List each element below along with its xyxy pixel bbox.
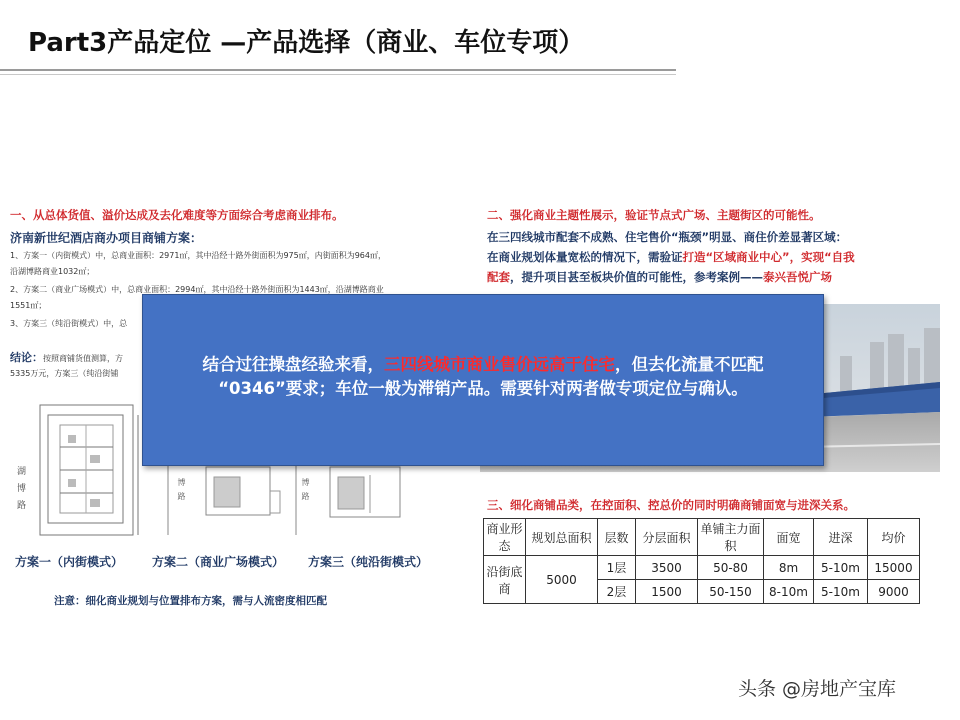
table-cell: 1层: [598, 556, 636, 580]
table-cell: 15000: [868, 556, 920, 580]
planning-note: 注意：细化商业规划与位置排布方案，需与人流密度相匹配: [54, 595, 327, 607]
table-header: 面宽: [764, 519, 814, 556]
table-header: 分层面积: [636, 519, 698, 556]
right-heading: 二、强化商业主题性展示，验证节点式广场、主题街区的可能性。: [487, 208, 821, 222]
table-header: 商业形态: [484, 519, 526, 556]
table-cell: 2层: [598, 580, 636, 604]
plan-label: 方案三（纯沿街模式）: [308, 555, 429, 569]
table-cell: 9000: [868, 580, 920, 604]
table-header: 均价: [868, 519, 920, 556]
shop-spec-table: [483, 518, 920, 604]
table-cell: 1500: [636, 580, 698, 604]
conclusion: [10, 349, 123, 365]
banner-highlight: 三四线城市商业售价远高于住宅: [384, 355, 615, 374]
plan-label: 方案二（商业广场模式）: [152, 555, 285, 569]
table-cell: 3500: [636, 556, 698, 580]
plan-detail-line: 1、方案一（内街模式）中，总商业面积：2971㎡，其中沿经十路外街面积为975㎡，内街面积为964㎡，: [10, 251, 386, 260]
road-label: 博路: [301, 478, 310, 506]
title-divider: [0, 69, 676, 71]
table-header: 层数: [598, 519, 636, 556]
paragraph-text: 在商业规划体量宽松的情况下，需验证: [487, 250, 683, 264]
banner-line-2: “0346”要求；车位一般为滞销产品。需要针对两者做专项定位与确认。: [218, 379, 748, 398]
paragraph-highlight: 打造“区域商业中心”，实现“自我: [682, 250, 855, 264]
right-paragraph: [487, 249, 855, 265]
project-title: 济南新世纪酒店商办项目商铺方案：: [10, 231, 203, 245]
table-cell: 50-80: [698, 556, 764, 580]
right-paragraph: 在三四线城市配套不成熟、住宅售价“瓶颈”明显、商住价差显著区域：: [487, 230, 848, 244]
right-heading-3: 三、细化商铺品类，在控面积、控总价的同时明确商铺面宽与进深关系。: [487, 498, 855, 512]
banner-line-1: [143, 353, 823, 377]
plan-detail-line: 3、方案三（纯沿街模式）中，总: [10, 319, 128, 328]
case-reference: 泰兴吾悦广场: [763, 270, 832, 284]
table-cell: 50-150: [698, 580, 764, 604]
summary-banner: [142, 294, 824, 466]
table-row: [484, 556, 920, 580]
road-label: 博路: [177, 478, 186, 506]
conclusion-label: 结论：: [10, 351, 43, 364]
banner-text-part: ，但去化流量不匹配: [615, 355, 764, 374]
table-header-row: [484, 519, 920, 556]
plan-label: 方案一（内街模式）: [15, 555, 124, 569]
table-cell: 8m: [764, 556, 814, 580]
table-header: 单铺主力面积: [698, 519, 764, 556]
left-heading: 一、从总体货值、溢价达成及去化难度等方面综合考虑商业排布。: [10, 208, 344, 222]
paragraph-text: ，提升项目甚至板块价值的可能性，参考案例——: [510, 270, 763, 284]
table-cell-form: 沿街底商: [484, 556, 526, 604]
plan-detail-line: 沿湖博路商业1032㎡；: [10, 267, 95, 276]
conclusion-text: 按照商铺货值测算，方: [43, 354, 123, 363]
banner-text-part: 结合过往操盘经验来看，: [202, 355, 384, 374]
table-cell: 5-10m: [814, 580, 868, 604]
road-label: 湖博路: [15, 466, 25, 517]
conclusion-line2: 5335万元，方案三（纯沿街铺: [10, 369, 119, 378]
right-paragraph: [487, 269, 832, 285]
plan-three-drawing: [296, 465, 400, 535]
plan-detail-line: 1551㎡；: [10, 301, 47, 310]
watermark: 头条 @房地产宝库: [738, 678, 897, 700]
table-cell: 8-10m: [764, 580, 814, 604]
table-header: 规划总面积: [526, 519, 598, 556]
title-divider-thin: [0, 74, 676, 75]
paragraph-highlight: 配套: [487, 270, 510, 284]
table-header: 进深: [814, 519, 868, 556]
table-cell: 5-10m: [814, 556, 868, 580]
banner-text: [143, 353, 823, 401]
plan-one-drawing: [40, 405, 138, 535]
page-title: Part3产品定位 —产品选择（商业、车位专项）: [28, 28, 585, 58]
table-cell-total: 5000: [526, 556, 598, 604]
plan-detail-line: 2、方案二（商业广场模式）中，总商业面积：2994㎡，其中沿经十路外街面积为1443㎡，沿湖博路商业: [10, 285, 384, 294]
